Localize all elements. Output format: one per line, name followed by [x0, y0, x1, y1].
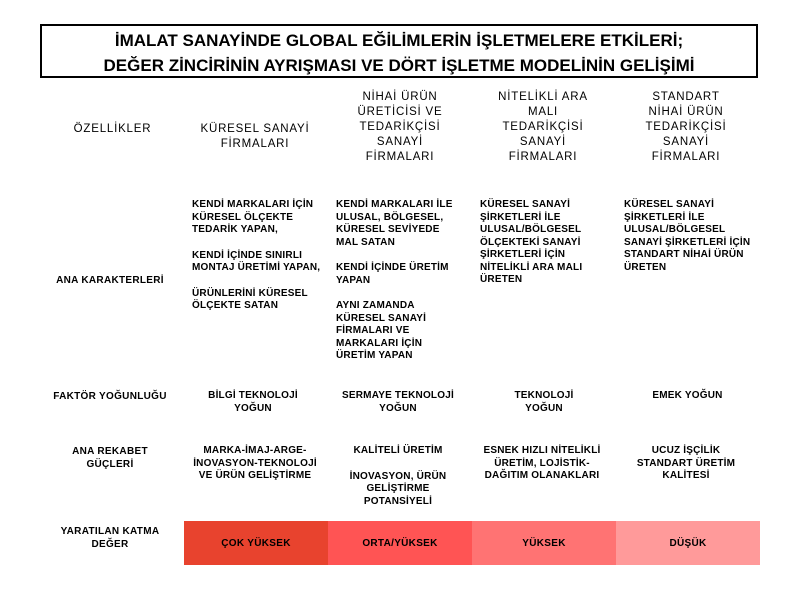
- text-paragraph: KENDİ MARKALARI İLE ULUSAL, BÖLGESEL, KÜRESEL SEVİYEDE MAL SATAN: [336, 199, 453, 248]
- text-paragraph: KÜRESEL SANAYİ ŞİRKETLERİ İLE ULUSAL/BÖLGESEL ÖLÇEKTEKİ SANAYİ ŞİRKETLERİ İÇİN NİTELİKLİ ARA MALI ÜRETEN: [480, 199, 583, 285]
- competitive-strengths-col2: [340, 445, 456, 508]
- factor-intensity-col2: SERMAYE TEKNOLOJİ YOĞUN: [342, 390, 454, 414]
- title-line-1: İMALAT SANAYİNDE GLOBAL EĞİLİMLERİN İŞLETMELERE ETKİLERİ;: [114, 31, 684, 50]
- main-characteristics-col2: [336, 199, 462, 363]
- text-paragraph: KALİTELİ ÜRETİM: [353, 445, 443, 456]
- factor-intensity-col3: TEKNOLOJİ YOĞUN: [514, 390, 574, 414]
- value-bar-high: YÜKSEK: [472, 521, 616, 565]
- value-bar-low: DÜŞÜK: [616, 521, 760, 565]
- text-paragraph: İNOVASYON, ÜRÜN GELİŞTİRME POTANSİYELİ: [349, 470, 447, 507]
- main-characteristics-col1: [192, 199, 322, 313]
- header-col1: KÜRESEL SANAYİ FİRMALARI: [200, 123, 310, 150]
- main-characteristics-col3: [480, 199, 592, 287]
- text-paragraph: KENDİ İÇİNDE ÜRETİM YAPAN: [336, 262, 449, 286]
- text-paragraph: ÜRÜNLERİNİ KÜRESEL ÖLÇEKTE SATAN: [192, 287, 308, 311]
- text-paragraph: AYNI ZAMANDA KÜRESEL SANAYİ FİRMALARI VE MARKALARI İÇİN ÜRETİM YAPAN: [336, 300, 427, 361]
- factor-intensity-col4: EMEK YOĞUN: [652, 390, 723, 401]
- row-label-factor-intensity: FAKTÖR YOĞUNLUĞU: [53, 391, 167, 402]
- competitive-strengths-col4: [628, 445, 744, 483]
- text-paragraph: MARKA-İMAJ-ARGE-İNOVASYON-TEKNOLOJİ VE ÜRÜN GELİŞTİRME: [193, 445, 317, 481]
- factor-intensity-col1: BİLGİ TEKNOLOJİ YOĞUN: [208, 390, 298, 414]
- competitive-strengths-col3: [476, 445, 608, 483]
- text-paragraph: ESNEK HIZLI NİTELİKLİ ÜRETİM, LOJİSTİK-DAĞITIM OLANAKLARI: [483, 445, 601, 481]
- value-bar-very-high: ÇOK YÜKSEK: [184, 521, 328, 565]
- title-line-2: DEĞER ZİNCİRİNİN AYRIŞMASI VE DÖRT İŞLETME MODELİNİN GELİŞİMİ: [103, 56, 695, 75]
- text-paragraph: KENDİ İÇİNDE SINIRLI MONTAJ ÜRETİMİ YAPAN,: [192, 249, 321, 273]
- row-label-value-added: YARATILAN KATMA DEĞER: [60, 526, 160, 550]
- row-label-competitive-strengths: ANA REKABET GÜÇLERİ: [72, 446, 148, 470]
- row-label-main-characteristics: ANA KARAKTERLERİ: [56, 275, 164, 286]
- header-features: ÖZELLİKLER: [73, 123, 152, 135]
- main-characteristics-col4: [624, 199, 754, 274]
- title-box: [40, 24, 758, 78]
- competitive-strengths-col1: [188, 445, 322, 483]
- text-paragraph: UCUZ İŞÇİLİK STANDART ÜRETİM KALİTESİ: [636, 445, 736, 481]
- value-bar-medium-high: ORTA/YÜKSEK: [328, 521, 472, 565]
- text-paragraph: KENDİ MARKALARI İÇİN KÜRESEL ÖLÇEKTE TEDARİK YAPAN,: [192, 199, 314, 235]
- header-col4: STANDART NİHAİ ÜRÜN TEDARİKÇİSİ SANAYİ FİRMALARI: [645, 91, 727, 163]
- text-paragraph: KÜRESEL SANAYİ ŞİRKETLERİ İLE ULUSAL/BÖLGESEL SANAYİ ŞİRKETLERİ İÇİN STANDART NİHAİ ÜRÜN ÜRETEN: [624, 199, 751, 273]
- header-col2: NİHAİ ÜRÜN ÜRETİCİSİ VE TEDARİKÇİSİ SANAYİ FİRMALARI: [357, 91, 443, 163]
- header-col3: NİTELİKLİ ARA MALI TEDARİKÇİSİ SANAYİ FİRMALARI: [498, 91, 588, 163]
